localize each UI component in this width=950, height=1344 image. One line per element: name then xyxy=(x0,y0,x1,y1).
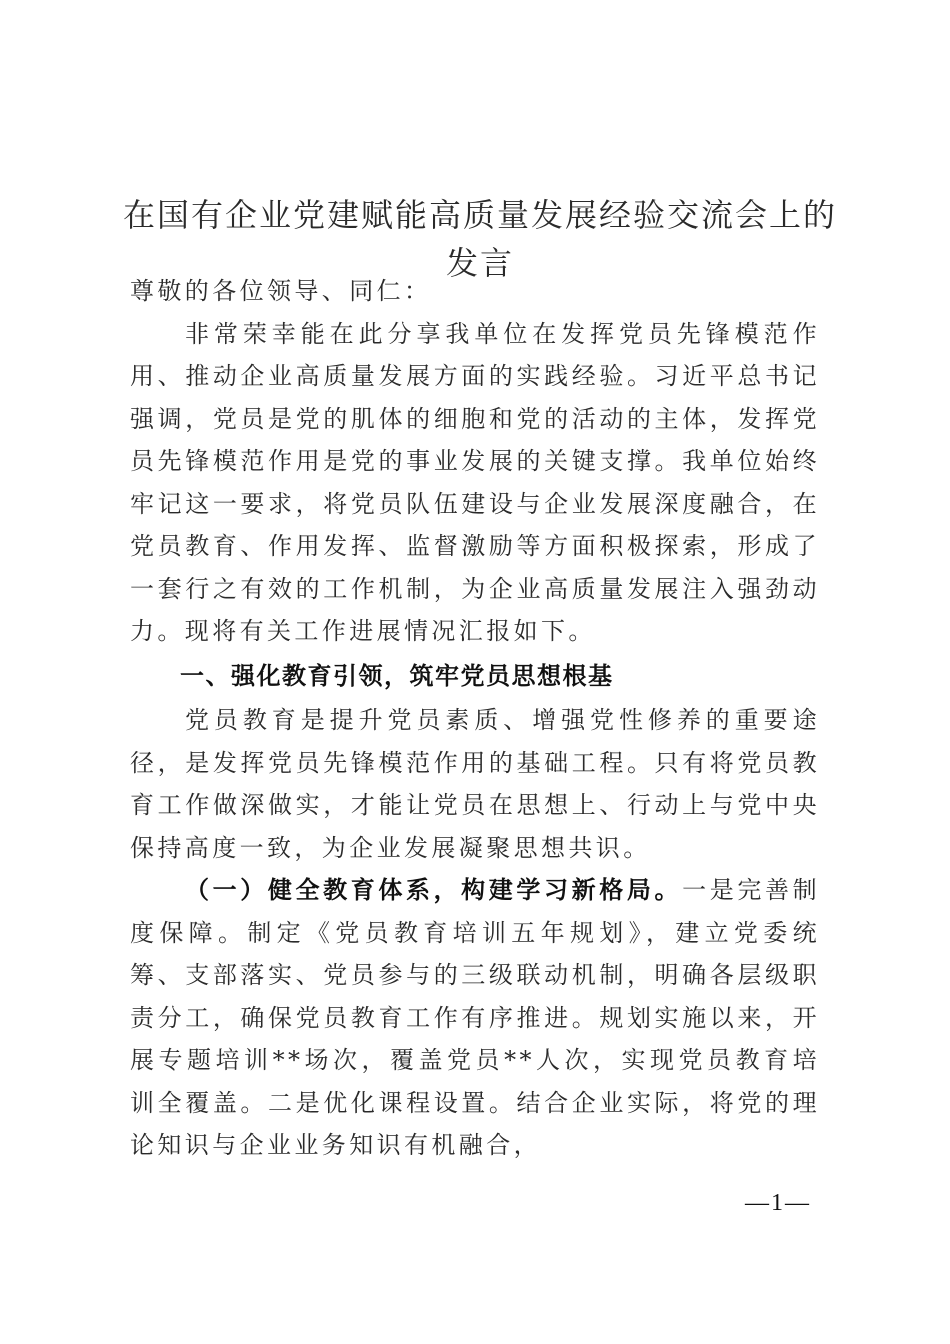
document-body xyxy=(130,270,820,1167)
subsection-1-lead: （一）健全教育体系，构建学习新格局。 xyxy=(185,875,683,904)
section-heading-1: 一、强化教育引领，筑牢党员思想根基 xyxy=(180,661,614,690)
subsection-1-text: 一是完善制度保障。制定《党员教育培训五年规划》，建立党委统筹、支部落实、党员参与的三级联动机制，明确各层级职责分工，确保党员教育工作有序推进。规划实施以来，开展专题培训**场次，覆盖党员**人次，实现党员教育培训全覆盖。二是优化课程设置。结合企业实际，将党的理论知识与企业业务知识有机融合， xyxy=(130,876,820,1159)
section-1-intro: 党员教育是提升党员素质、增强党性修养的重要途径，是发挥党员先锋模范作用的基础工程。只有将党员教育工作做深做实，才能让党员在思想上、行动上与党中央保持高度一致，为企业发展凝聚思想共识。 xyxy=(130,706,820,862)
opening-paragraph: 非常荣幸能在此分享我单位在发挥党员先锋模范作用、推动企业高质量发展方面的实践经验。习近平总书记强调，党员是党的肌体的细胞和党的活动的主体，发挥党员先锋模范作用是党的事业发展的关键支撑。我单位始终牢记这一要求，将党员队伍建设与企业发展深度融合，在党员教育、作用发挥、监督激励等方面积极探索，形成了一套行之有效的工作机制，为企业高质量发展注入强劲动力。现将有关工作进展情况汇报如下。 xyxy=(130,319,820,645)
subsection-1-paragraph xyxy=(130,869,820,1167)
document-title: 在国有企业党建赋能高质量发展经验交流会上的发言 xyxy=(122,196,837,283)
salutation: 尊敬的各位领导、同仁： xyxy=(130,277,432,305)
page-number: —1— xyxy=(745,1190,811,1216)
